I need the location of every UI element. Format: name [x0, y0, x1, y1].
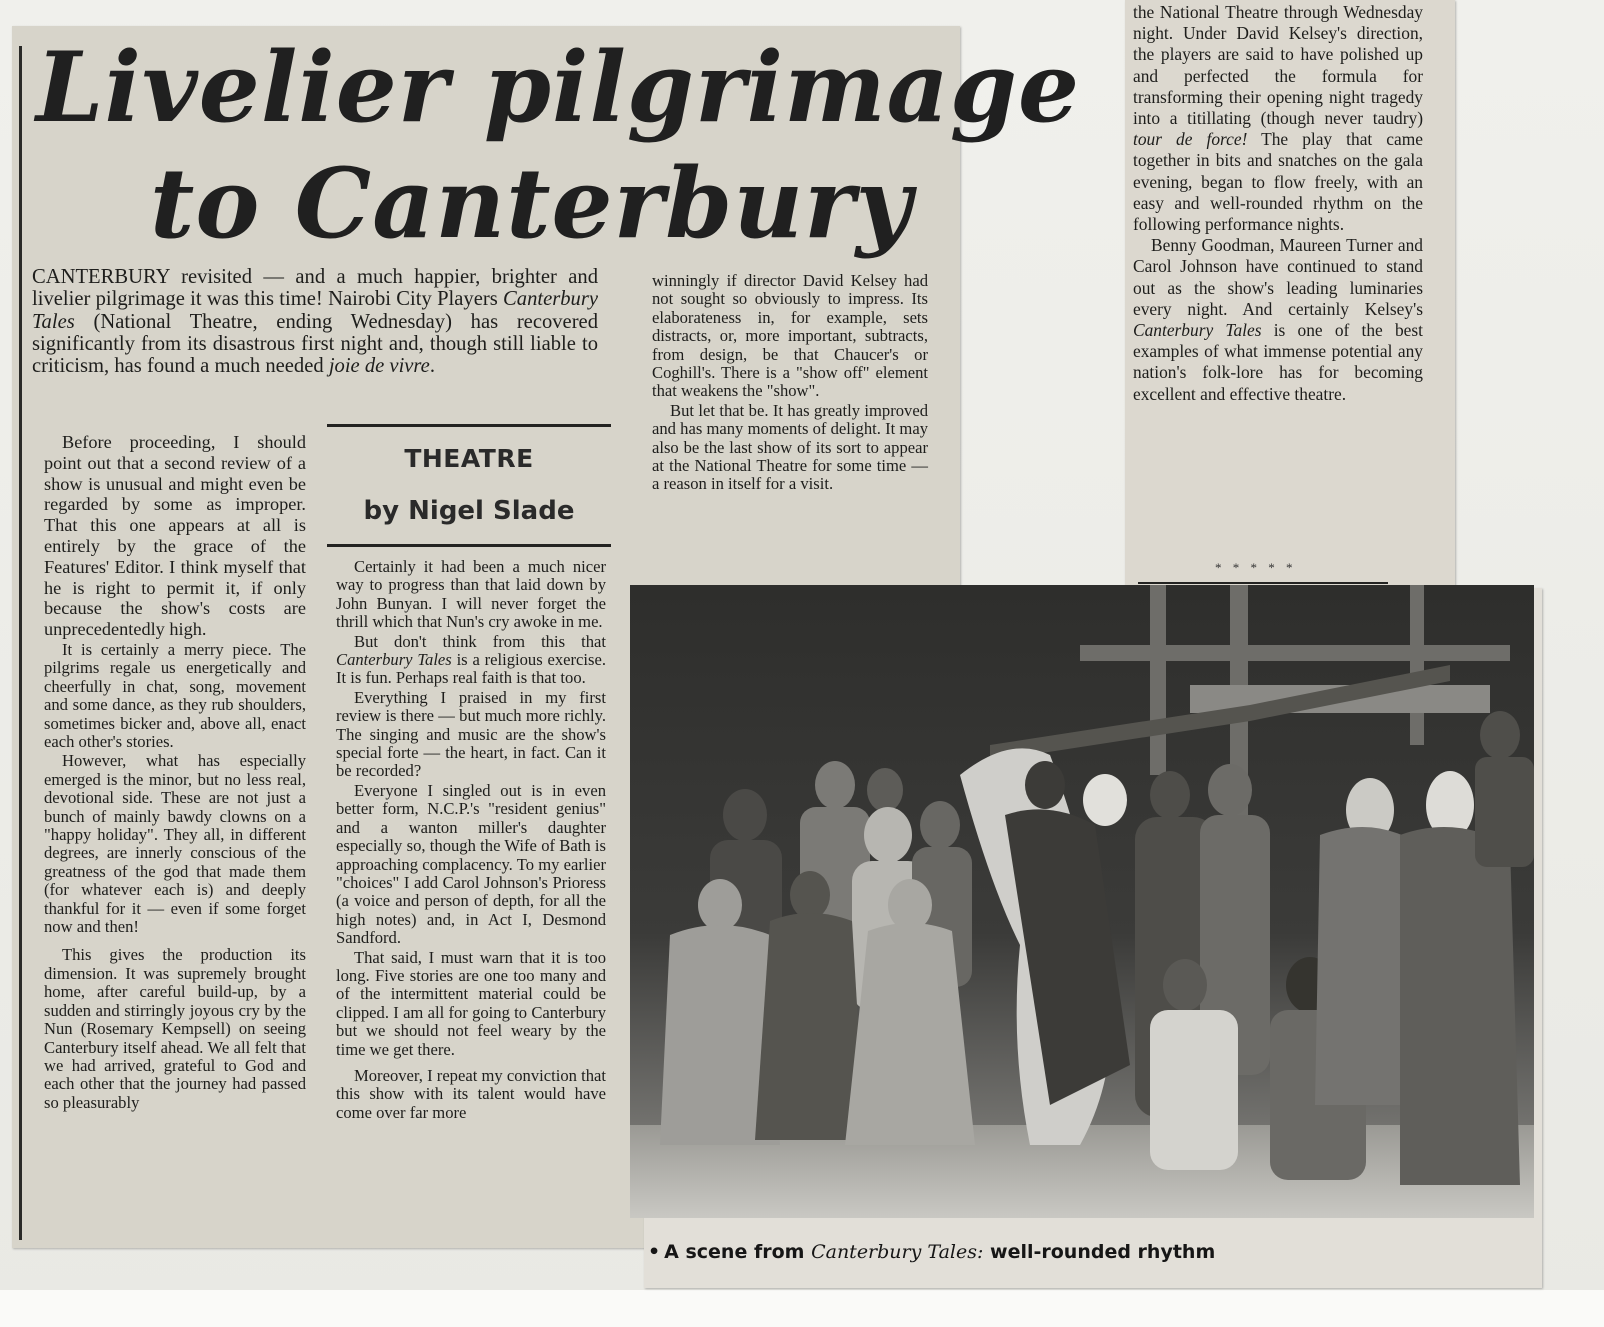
- kicker-rule-top: [327, 424, 611, 427]
- page-edge: [0, 1290, 1604, 1327]
- section-label: THEATRE: [404, 444, 534, 473]
- caption-text-b: well-rounded rhythm: [983, 1241, 1216, 1263]
- paragraph-text: is one of the best examples of what immense potential any nation's folk-lore has for becoming excellent and effective theatre.: [1133, 320, 1423, 404]
- paragraph: [1133, 2, 1423, 235]
- standfirst-phrase: joie de vivre: [328, 355, 430, 378]
- standfirst-text-c: .: [429, 355, 435, 378]
- phrase: tour de force!: [1133, 129, 1248, 150]
- paragraph-text: Benny Goodman, Maureen Turner and Carol Johnson have continued to stand out as the show's leading luminaries every night. And certainly Kelsey's: [1133, 235, 1423, 319]
- article-column-3: [652, 272, 928, 494]
- end-rule: [1138, 582, 1388, 584]
- standfirst: [32, 266, 598, 377]
- end-stars: * * * * *: [1215, 560, 1297, 575]
- standfirst-text-b: (National Theatre, ending Wednesday) has recovered significantly from its disastrous first night and, though still liable to criticism, has found a much needed: [32, 310, 598, 378]
- caption-bullet: •: [648, 1241, 661, 1263]
- paragraph: Certainly it had been a much nicer way to progress than that laid down by John Bunyan. I will never forget the thrill which that Nun's cry awoke in me.: [336, 557, 606, 632]
- paragraph: [1133, 235, 1423, 405]
- photo-caption: [648, 1240, 1528, 1264]
- paragraph: Everyone I singled out is in even better form, N.C.P.'s "resident genius" and a wanton miller's daughter especially so, though the Wife of Bath is approaching complacency. To my earlier "choices" I add Carol Johnson's Prioress (a voice and person of depth, for all the high notes) and, in Act I, Desmond Sandford.: [336, 780, 606, 948]
- paragraph: Moreover, I repeat my conviction that this show with its talent would have come over far more: [336, 1065, 606, 1122]
- play-title: Canterbury Tales: [336, 650, 452, 670]
- article-column-2: [336, 558, 606, 1122]
- headline-line-2: to Canterbury: [150, 147, 913, 260]
- byline: by Nigel Slade: [363, 496, 575, 526]
- headline-line-1: Livelier pilgrimage: [36, 31, 1081, 144]
- play-title: Canterbury Tales: [1133, 320, 1262, 341]
- stage-photo-illustration: [630, 585, 1534, 1218]
- caption-text-a: A scene from: [664, 1241, 812, 1263]
- paragraph: winningly if director David Kelsey had not sought so obviously to impress. Its elaborateness in, for example, sets distracts, or, more important, subtracts, from design, be that Chaucer's or Coghill's. There is a "show off" element that weakens the "show".: [652, 271, 928, 401]
- paragraph-text: is a religious exercise. It is fun. Perhaps real faith is that too.: [336, 650, 606, 688]
- paragraph-text: But don't think from this that: [354, 631, 606, 651]
- kicker-rule-bottom: [327, 544, 611, 547]
- paragraph: [336, 633, 606, 688]
- paragraph: Everything I praised in my first review is there — but much more richly. The singing and music are the show's special forte — the heart, in fact. Can it be recorded?: [336, 687, 606, 781]
- paragraph: That said, I must warn that it is too long. Five stories are one too many and of the intermittent material could be clipped. I am all for going to Canterbury but we should not feel weary by the time we get there.: [336, 947, 606, 1059]
- article-column-1: [44, 432, 306, 1112]
- paragraph-text: the National Theatre through Wednesday night. Under David Kelsey's direction, the players are said to have polished up and perfected the formula for transforming their opening night tragedy into a titillating (though never taudry): [1133, 2, 1423, 129]
- paragraph: But let that be. It has greatly improved and has many moments of delight. It may also be the last show of its sort to appear at the National Theatre for some time — a reason in itself for a visit.: [652, 400, 928, 494]
- standfirst-title: Canterbury Tales: [32, 288, 598, 333]
- paragraph-text: The play that came together in bits and snatches on the gala evening, began to flow freely, with an easy and well-rounded rhythm on the following performance nights.: [1133, 129, 1423, 235]
- stage-photo: [630, 585, 1534, 1218]
- standfirst-text-a: CANTERBURY revisited — and a much happier, brighter and livelier pilgrimage it was this time! Nairobi City Players: [32, 266, 598, 311]
- paragraph: Before proceeding, I should point out that a second review of a show is unusual and might even be regarded by some as improper. That this one appears at all is entirely by the grace of the Features' Editor. I think myself that he is right to permit it, if only because the show's costs are unprecedentedly high.: [44, 432, 306, 640]
- paragraph: However, what has especially emerged is the minor, but no less real, devotional side. These are not just a bunch of mainly bawdy clowns on a "happy holiday". They all, in different degrees, are innerly conscious of the greatness of the god that made them (for whatever each is) and deeply thankful for it — even if some forget now and then!: [44, 751, 306, 937]
- caption-title: Canterbury Tales:: [811, 1241, 984, 1263]
- paragraph: It is certainly a merry piece. The pilgrims regale us energetically and cheerfully in chat, song, movement and some dance, as they rub shoulders, sometimes bicker and, above all, enact each other's stories.: [44, 639, 306, 751]
- continuation-column: [1133, 2, 1423, 405]
- margin-rule: [19, 46, 22, 1240]
- paragraph: This gives the production its dimension. It was supremely brought home, after careful build-up, by a sudden and stirringly joyous cry by the Nun (Rosemary Kempsell) on seeing Canterbury itself ahead. We all felt that we had arrived, grateful to God and each other that the journey had passed so pleasurably: [44, 945, 306, 1112]
